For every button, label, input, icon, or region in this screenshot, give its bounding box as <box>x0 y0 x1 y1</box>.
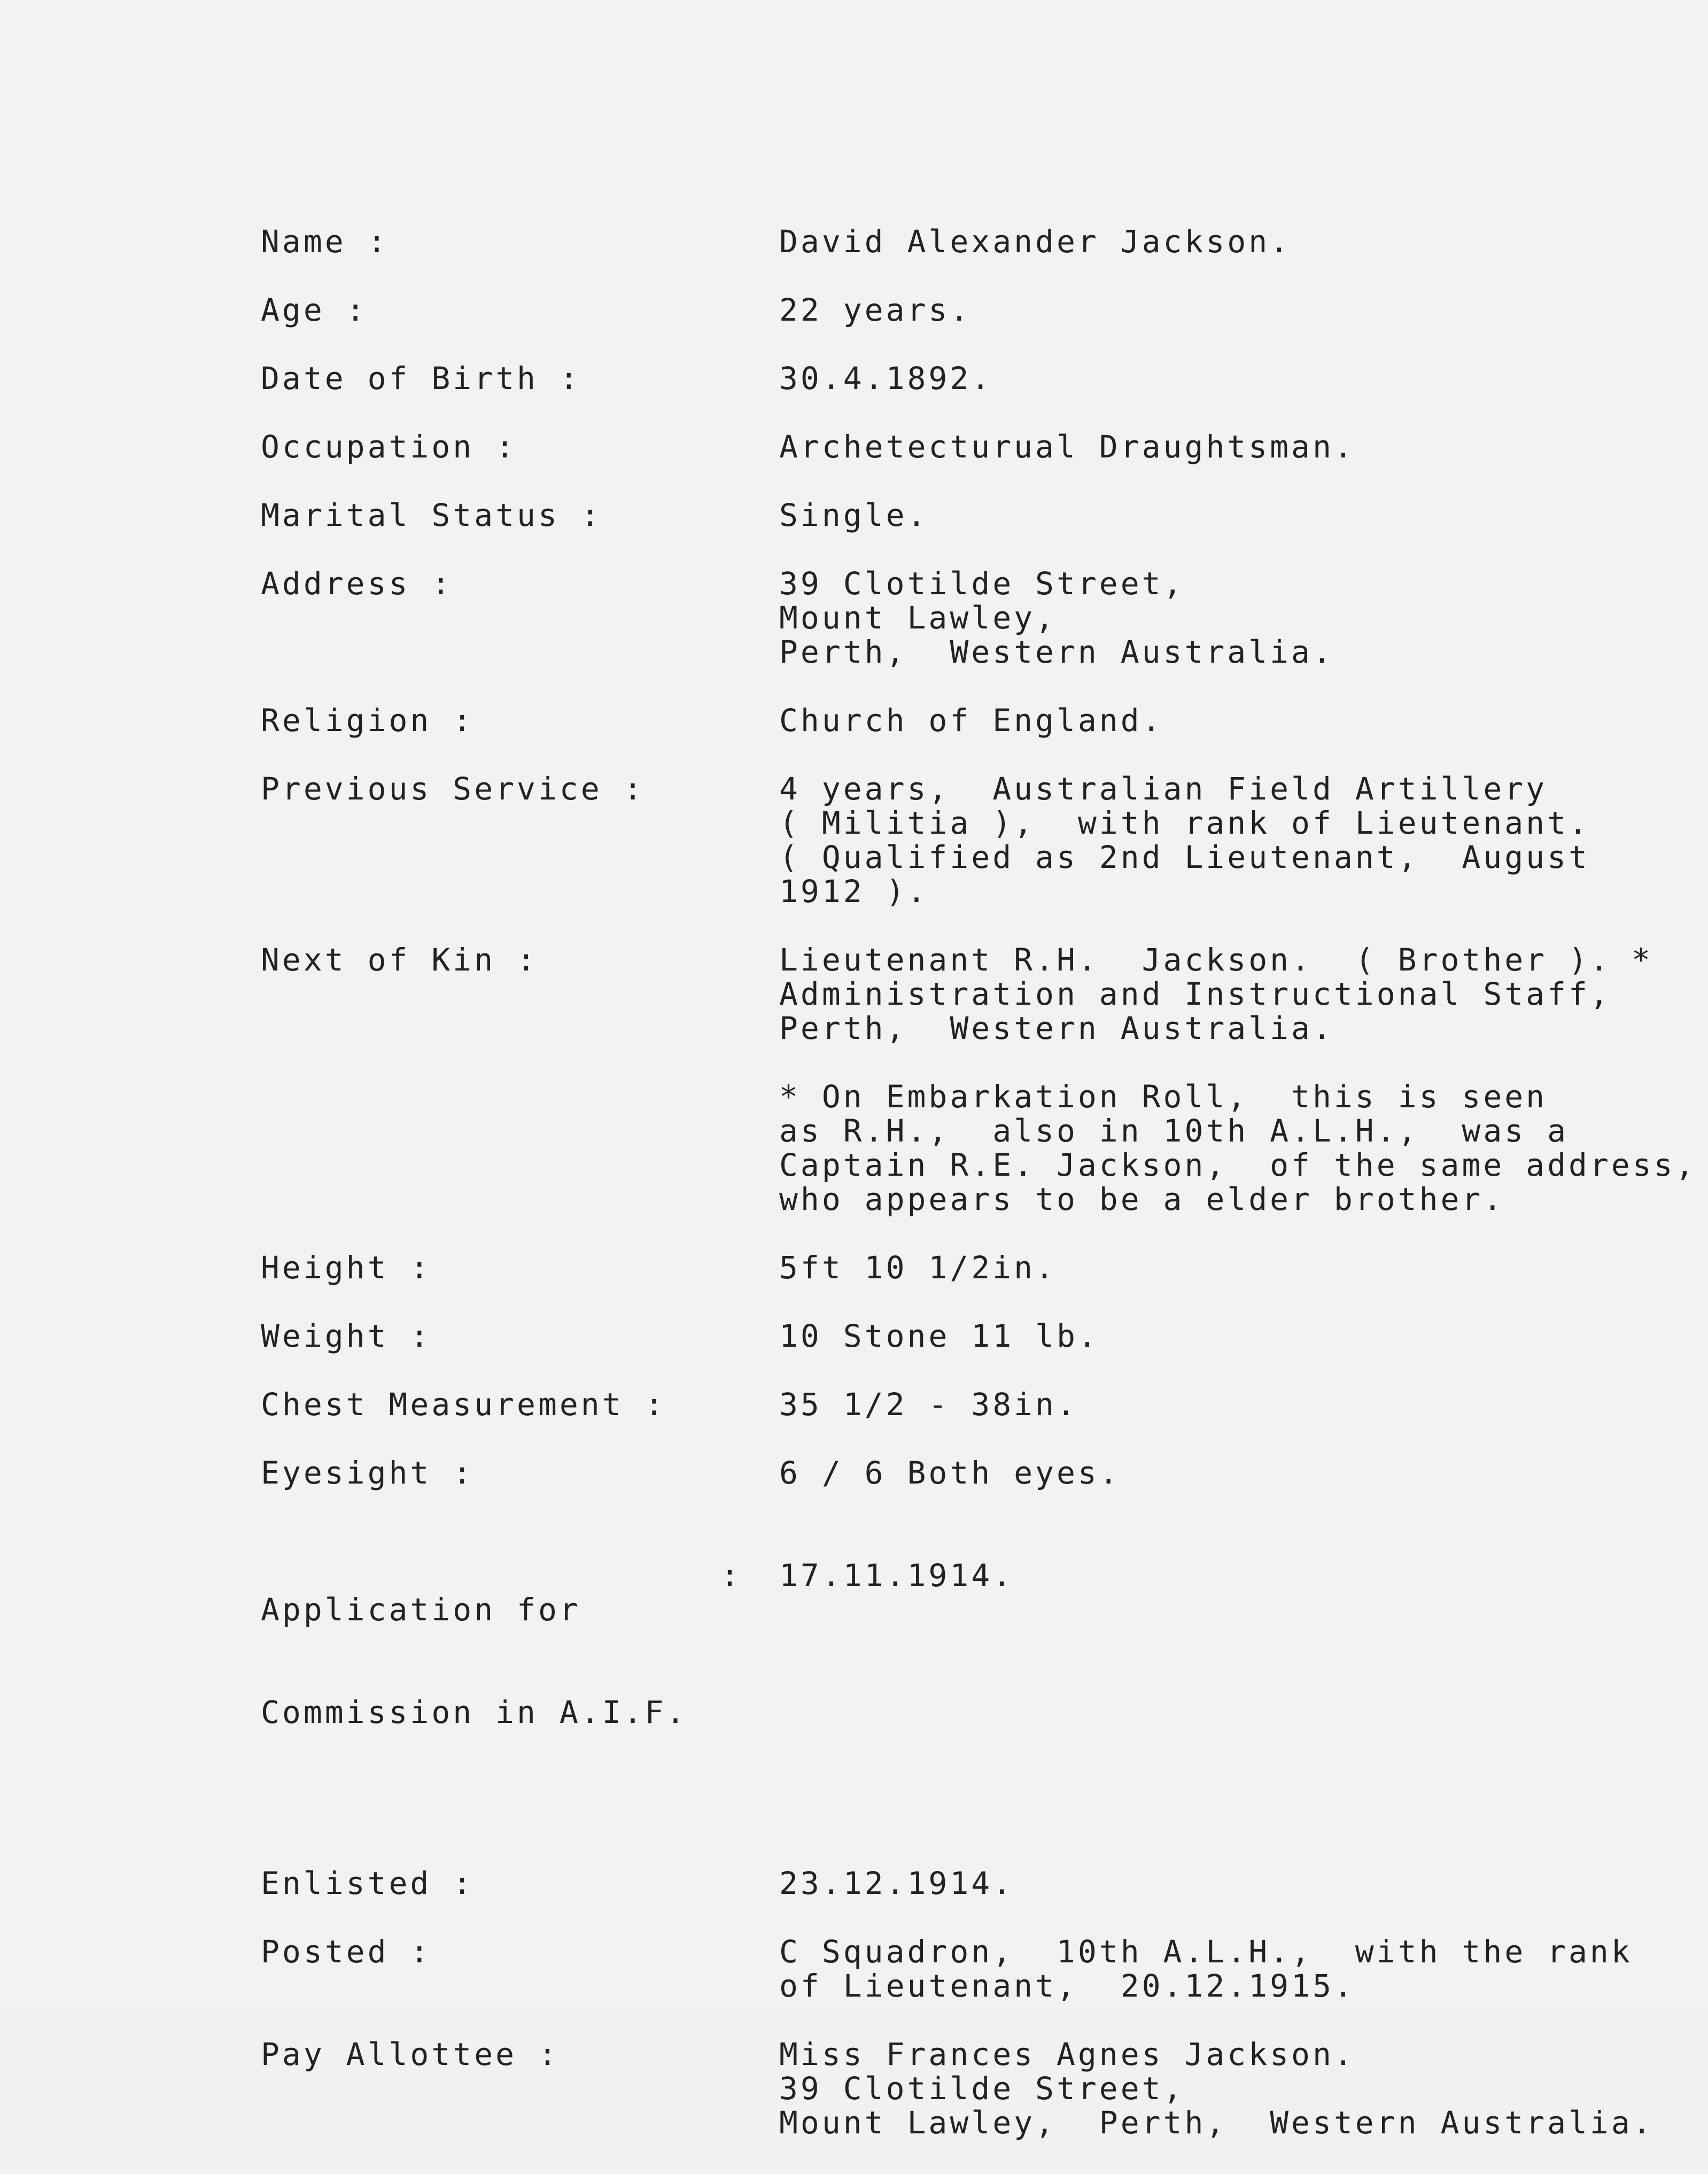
value-line: ( Qualified as 2nd Lieutenant, August <box>779 839 1590 875</box>
field-row-address <box>261 566 1672 669</box>
field-row-next-of-kin <box>261 942 1697 1217</box>
field-label: Religion : <box>261 702 475 739</box>
label-colon: : <box>720 1557 742 1594</box>
field-value <box>779 566 1661 669</box>
value-line: Single. <box>779 497 929 533</box>
value-line: 1912 ). <box>779 873 929 910</box>
value-line: 10 Stone 11 lb. <box>779 1318 1099 1354</box>
value-line: 22 years. <box>779 292 972 328</box>
field-row-weight <box>261 1319 1672 1353</box>
value-line: 35 1/2 - 38in. <box>779 1386 1078 1423</box>
field-label <box>261 1524 779 1832</box>
field-label: Posted : <box>261 1934 432 1970</box>
value-line: 4 years, Australian Field Artillery <box>779 771 1548 807</box>
field-row-enlisted <box>261 1866 1672 1900</box>
value-line: 5ft 10 1/2in. <box>779 1249 1057 1286</box>
field-value <box>779 293 1661 327</box>
label-line: Application for <box>261 1591 581 1628</box>
field-value <box>779 1524 1661 1593</box>
value-line: David Alexander Jackson. <box>779 223 1292 260</box>
field-value <box>779 430 1661 464</box>
field-label: Height : <box>261 1249 432 1286</box>
value-line: Miss Frances Agnes Jackson. <box>779 2036 1355 2072</box>
value-line: Church of England. <box>779 702 1163 739</box>
field-row-name <box>261 224 1672 259</box>
field-value <box>779 1935 1661 2003</box>
field-label: Weight : <box>261 1318 432 1354</box>
field-row-application <box>261 1524 1672 1832</box>
field-label: Age : <box>261 292 368 328</box>
field-row-marital-status <box>261 498 1672 532</box>
field-row-religion <box>261 703 1672 737</box>
field-label: Marital Status : <box>261 497 602 533</box>
value-line: ( Militia ), with rank of Lieutenant. <box>779 805 1590 841</box>
field-label: Next of Kin : <box>261 942 538 978</box>
value-line: 39 Clotilde Street, <box>779 2070 1185 2107</box>
field-row-previous-service <box>261 772 1672 909</box>
field-label: Chest Measurement : <box>261 1386 666 1423</box>
field-value <box>779 1319 1661 1353</box>
field-row-height <box>261 1251 1672 1285</box>
value-line: 39 Clotilde Street, <box>779 565 1185 602</box>
field-value <box>779 1387 1661 1422</box>
field-label: Occupation : <box>261 429 517 465</box>
value-line: 17.11.1914. <box>779 1557 1014 1594</box>
field-label: Date of Birth : <box>261 360 581 397</box>
service-record <box>261 223 1697 2174</box>
value-line: 23.12.1914. <box>779 1865 1014 1901</box>
footnote-line: * On Embarkation Roll, this is seen <box>779 1078 1548 1115</box>
value-line: 30.4.1892. <box>779 360 993 397</box>
value-line: Mount Lawley, <box>779 600 1057 636</box>
field-label: Pay Allottee : <box>261 2036 560 2072</box>
value-line <box>779 1524 1661 1558</box>
field-value <box>779 361 1661 395</box>
value-line: C Squadron, 10th A.L.H., with the rank <box>779 1934 1633 1970</box>
field-label: Eyesight : <box>261 1455 475 1491</box>
value-line: Archetecturual Draughtsman. <box>779 429 1355 465</box>
field-value <box>779 703 1661 737</box>
field-label: Name : <box>261 223 389 260</box>
field-value <box>779 772 1661 909</box>
footnote-line: as R.H., also in 10th A.L.H., was a <box>779 1113 1569 1149</box>
field-value <box>779 1866 1661 1900</box>
footnote <box>779 1078 1697 1217</box>
value-line: Perth, Western Australia. <box>779 634 1334 670</box>
field-row-posted <box>261 1935 1672 2003</box>
field-row-occupation <box>261 430 1672 464</box>
field-value <box>779 942 1697 1217</box>
field-row-pay-allottee <box>261 2037 1672 2140</box>
field-value <box>779 1251 1661 1285</box>
value-line: Administration and Instructional Staff, <box>779 976 1611 1012</box>
field-value <box>779 498 1661 532</box>
field-label: Previous Service : <box>261 771 645 807</box>
field-value <box>779 1456 1661 1490</box>
field-row-chest-measurement <box>261 1387 1672 1422</box>
value-line: Lieutenant R.H. Jackson. ( Brother ). <box>779 942 1611 978</box>
field-value <box>779 224 1661 259</box>
value-line: 6 / 6 Both eyes. <box>779 1455 1121 1491</box>
footnote-marker: * <box>1632 942 1653 978</box>
field-value <box>779 2037 1661 2140</box>
field-row-eyesight <box>261 1456 1672 1490</box>
field-row-date-of-birth <box>261 361 1672 395</box>
value-line: Perth, Western Australia. <box>779 1010 1334 1046</box>
field-label: Address : <box>261 565 453 602</box>
value-line: Mount Lawley, Perth, Western Australia. <box>779 2105 1654 2141</box>
footnote-line: Captain R.E. Jackson, of the same address, <box>779 1147 1697 1183</box>
footnote-line: who appears to be a elder brother. <box>779 1181 1505 1217</box>
field-row-age <box>261 293 1672 327</box>
value-line: of Lieutenant, 20.12.1915. <box>779 1968 1355 2004</box>
label-line: Commission in A.I.F. <box>261 1694 688 1730</box>
field-label: Enlisted : <box>261 1865 475 1901</box>
